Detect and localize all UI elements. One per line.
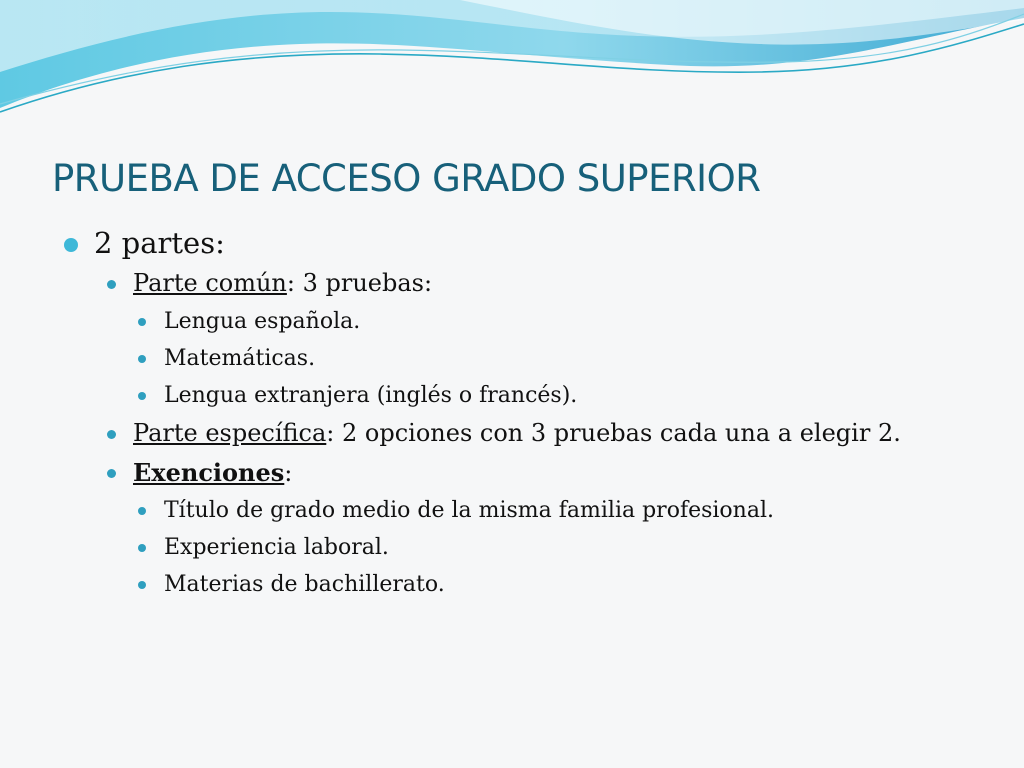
list-item-text: Matemáticas. [164,346,316,371]
bullet-dot-icon [138,392,146,400]
decorative-wave-banner [0,0,1024,130]
slide-body [0,222,1024,603]
list-item-text: Experiencia laboral. [164,535,389,560]
slide-title: PRUEBA DE ACCESO GRADO SUPERIOR [52,157,761,200]
bullet-dot-icon [138,544,146,552]
parte-especifica-label: Parte específica [133,419,327,447]
bullet-dot-icon [138,355,146,363]
parte-comun-rest: : 3 pruebas: [286,269,433,297]
bullet-exenciones [0,453,1024,492]
bullet-parte-especifica [0,414,1024,453]
exenciones-rest: : [284,459,293,487]
list-item-text: Título de grado medio de la misma familia profesional. [164,498,774,523]
parte-especifica-rest: : 2 opciones con 3 pruebas cada una a elegir 2. [326,419,901,447]
bullet-dot-icon [138,507,146,515]
bullet-dot-icon [64,238,78,252]
list-item-text: Materias de bachillerato. [164,572,445,597]
list-item-text: Lengua extranjera (inglés o francés). [164,383,578,408]
bullet-dot-icon [138,581,146,589]
list-item [0,340,1024,377]
bullet-text: 2 partes: [94,226,225,260]
bullet-parte-comun [0,264,1024,303]
list-item [0,492,1024,529]
list-item [0,303,1024,340]
bullet-dot-icon [107,469,116,478]
list-item [0,566,1024,603]
bullet-level1-partes [0,222,1024,264]
list-item [0,529,1024,566]
parte-comun-label: Parte común [133,269,287,297]
list-item [0,377,1024,414]
exenciones-label: Exenciones [133,458,285,487]
bullet-dot-icon [107,430,116,439]
bullet-dot-icon [138,318,146,326]
bullet-dot-icon [107,280,116,289]
list-item-text: Lengua española. [164,309,361,334]
